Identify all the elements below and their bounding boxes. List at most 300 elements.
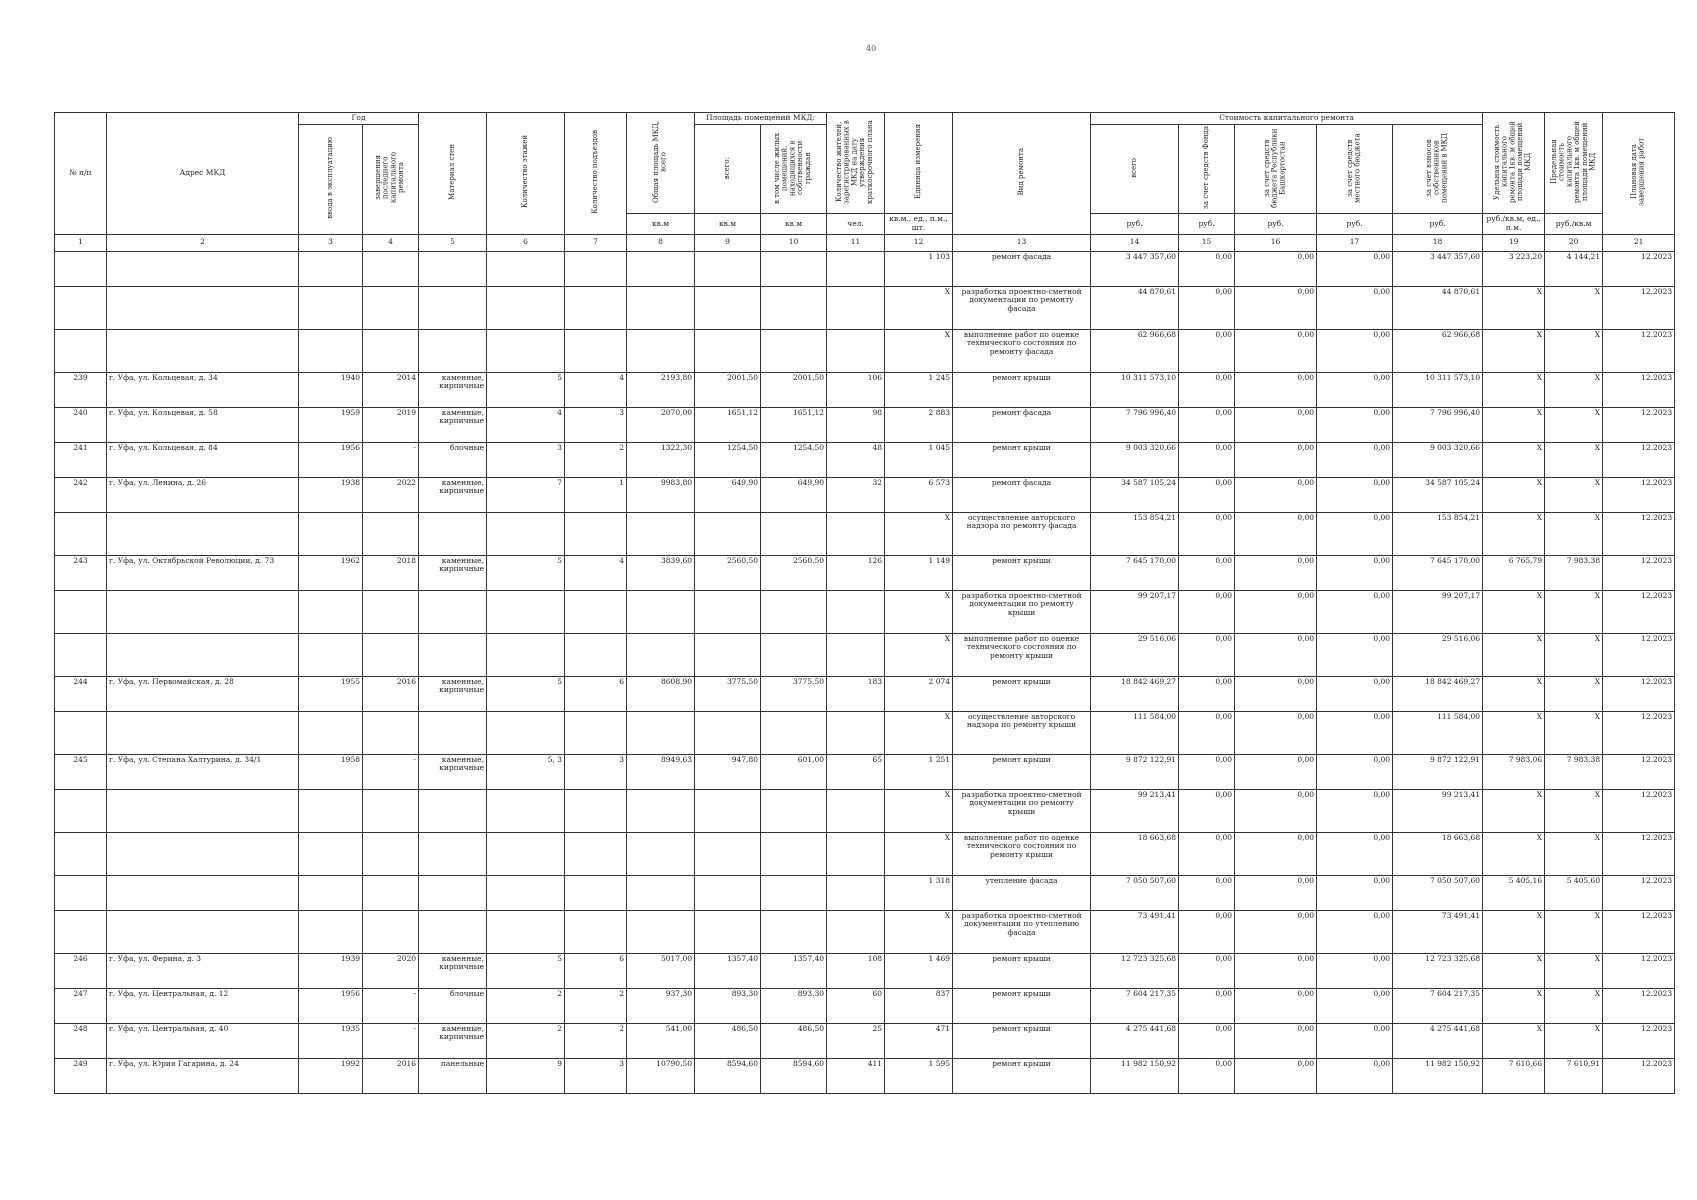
cell-quantity: X (885, 512, 953, 555)
cell-address (107, 711, 299, 754)
cell-max-cost: X (1545, 988, 1603, 1023)
repair-plan-table (54, 112, 1675, 1094)
header-cost-fund: за счет средств Фонда (1179, 124, 1235, 214)
header-max-cost: Предельная стоимость капитального ремонта 1кв. м общей площади помещений МКД (1545, 113, 1603, 214)
cell-cost-owners: 34 587 105,24 (1393, 477, 1483, 512)
cell-area-total: 2001,50 (695, 372, 761, 407)
header-total-area: Общая площадь МКД, всего (627, 113, 695, 214)
cell-unit-cost: 7 610,66 (1483, 1058, 1545, 1093)
cell-floors (487, 789, 565, 832)
cell-row-number: 245 (55, 754, 107, 789)
cell-cost-fund: 0,00 (1179, 1058, 1235, 1093)
cell-floors (487, 590, 565, 633)
cell-year-last-repair (363, 789, 419, 832)
cell-area-residential: 1651,12 (761, 407, 827, 442)
cell-entrances: 3 (565, 754, 627, 789)
cell-cost-fund: 0,00 (1179, 555, 1235, 590)
header-premises-group: Площадь помещений МКД: (695, 113, 827, 125)
cell-cost-republic: 0,00 (1235, 1023, 1317, 1058)
cell-quantity: 1 103 (885, 251, 953, 286)
cell-repair-type: ремонт крыши (953, 1023, 1091, 1058)
cell-total-area: 8608,90 (627, 676, 695, 711)
cell-entrances (565, 590, 627, 633)
cell-cost-owners: 99 213,41 (1393, 789, 1483, 832)
cell-area-residential: 601,00 (761, 754, 827, 789)
column-number: 2 (107, 234, 299, 251)
cell-cost-total: 44 870,61 (1091, 286, 1179, 329)
cell-cost-republic: 0,00 (1235, 407, 1317, 442)
cell-unit-cost: X (1483, 442, 1545, 477)
cell-floors (487, 633, 565, 676)
cell-cost-local: 0,00 (1317, 251, 1393, 286)
cell-floors (487, 251, 565, 286)
cell-entrances (565, 711, 627, 754)
cell-row-number: 242 (55, 477, 107, 512)
header-area-total: всего: (695, 124, 761, 214)
cell-cost-republic: 0,00 (1235, 251, 1317, 286)
cell-address (107, 251, 299, 286)
cell-repair-type: выполнение работ по оценке технического состояния по ремонту крыши (953, 633, 1091, 676)
cell-planned-date: 12.2023 (1603, 251, 1675, 286)
cell-area-total: 1357,40 (695, 953, 761, 988)
cell-max-cost: 7 610,91 (1545, 1058, 1603, 1093)
cell-year-last-repair (363, 633, 419, 676)
cell-cost-republic: 0,00 (1235, 676, 1317, 711)
cell-max-cost: X (1545, 477, 1603, 512)
cell-max-cost: 4 144,21 (1545, 251, 1603, 286)
cell-total-area (627, 832, 695, 875)
cell-cost-owners: 12 723 325,68 (1393, 953, 1483, 988)
cell-quantity: 1 045 (885, 442, 953, 477)
cell-wall-material (419, 590, 487, 633)
header-floors: Количество этажей (487, 113, 565, 235)
cell-year-commission: 1938 (299, 477, 363, 512)
cell-residents (827, 910, 885, 953)
cell-cost-local: 0,00 (1317, 372, 1393, 407)
cell-total-area (627, 286, 695, 329)
cell-wall-material: каменные, кирпичные (419, 1023, 487, 1058)
cell-max-cost: 7 983,38 (1545, 555, 1603, 590)
cell-unit-cost: X (1483, 477, 1545, 512)
cell-row-number (55, 251, 107, 286)
table-row (55, 251, 1675, 286)
cell-quantity: X (885, 789, 953, 832)
cell-cost-total: 29 516,06 (1091, 633, 1179, 676)
cell-cost-republic: 0,00 (1235, 1058, 1317, 1093)
cell-cost-total: 7 796 996,40 (1091, 407, 1179, 442)
cell-repair-type: ремонт крыши (953, 953, 1091, 988)
cell-total-area: 3839,60 (627, 555, 695, 590)
table-row (55, 711, 1675, 754)
cell-cost-local: 0,00 (1317, 754, 1393, 789)
cell-cost-owners: 7 645 170,00 (1393, 555, 1483, 590)
cell-year-last-repair: - (363, 1023, 419, 1058)
cell-year-commission (299, 789, 363, 832)
cell-wall-material (419, 832, 487, 875)
cell-address (107, 789, 299, 832)
cell-quantity: 1 245 (885, 372, 953, 407)
page-number: 40 (866, 44, 877, 53)
column-number: 9 (695, 234, 761, 251)
cell-cost-local: 0,00 (1317, 329, 1393, 372)
cell-row-number (55, 789, 107, 832)
cell-floors (487, 832, 565, 875)
cell-repair-type: ремонт фасада (953, 477, 1091, 512)
cell-planned-date: 12.2023 (1603, 875, 1675, 910)
cell-planned-date: 12.2023 (1603, 590, 1675, 633)
cell-row-number (55, 875, 107, 910)
cell-floors: 4 (487, 407, 565, 442)
cell-area-residential: 8594,60 (761, 1058, 827, 1093)
cell-cost-total: 9 003 320,66 (1091, 442, 1179, 477)
cell-residents: 108 (827, 953, 885, 988)
table-row (55, 555, 1675, 590)
cell-year-last-repair: 2019 (363, 407, 419, 442)
cell-max-cost: X (1545, 590, 1603, 633)
cell-total-area: 541,00 (627, 1023, 695, 1058)
cell-cost-total: 99 207,17 (1091, 590, 1179, 633)
table-row (55, 832, 1675, 875)
cell-planned-date: 12.2023 (1603, 512, 1675, 555)
cell-address: г. Уфа, ул. Ленина, д. 26 (107, 477, 299, 512)
cell-area-residential (761, 633, 827, 676)
header-cost-owners: за счет взносов собственников помещений в МКД (1393, 124, 1483, 214)
cell-total-area: 5017,00 (627, 953, 695, 988)
cell-cost-local: 0,00 (1317, 286, 1393, 329)
cell-cost-fund: 0,00 (1179, 754, 1235, 789)
cell-quantity: X (885, 832, 953, 875)
cell-repair-type: ремонт крыши (953, 372, 1091, 407)
cell-quantity: X (885, 286, 953, 329)
cell-entrances (565, 789, 627, 832)
cell-cost-local: 0,00 (1317, 953, 1393, 988)
cell-cost-owners: 62 966,68 (1393, 329, 1483, 372)
cell-quantity: X (885, 633, 953, 676)
cell-cost-fund: 0,00 (1179, 789, 1235, 832)
cell-residents: 32 (827, 477, 885, 512)
cell-address: г. Уфа, ул. Кольцевая, д. 34 (107, 372, 299, 407)
cell-unit-cost: X (1483, 1023, 1545, 1058)
cell-row-number: 248 (55, 1023, 107, 1058)
cell-row-number: 244 (55, 676, 107, 711)
cell-total-area (627, 329, 695, 372)
cell-residents (827, 512, 885, 555)
cell-area-residential: 486,50 (761, 1023, 827, 1058)
cell-quantity: X (885, 329, 953, 372)
column-number: 4 (363, 234, 419, 251)
cell-residents: 48 (827, 442, 885, 477)
cell-repair-type: ремонт крыши (953, 754, 1091, 789)
cell-residents: 106 (827, 372, 885, 407)
cell-area-total (695, 329, 761, 372)
cell-cost-owners: 7 796 996,40 (1393, 407, 1483, 442)
cell-wall-material: каменные, кирпичные (419, 676, 487, 711)
cell-cost-owners: 18 663,68 (1393, 832, 1483, 875)
cell-area-total (695, 286, 761, 329)
cell-unit-cost: X (1483, 286, 1545, 329)
cell-max-cost: 7 983,38 (1545, 754, 1603, 789)
cell-cost-owners: 7 604 217,35 (1393, 988, 1483, 1023)
cell-area-total (695, 875, 761, 910)
cell-year-commission: 1940 (299, 372, 363, 407)
cell-cost-owners: 7 050 507,60 (1393, 875, 1483, 910)
cell-unit-cost: X (1483, 329, 1545, 372)
cell-quantity: 6 573 (885, 477, 953, 512)
cell-cost-owners: 10 311 573,10 (1393, 372, 1483, 407)
cell-cost-fund: 0,00 (1179, 875, 1235, 910)
cell-total-area: 2070,00 (627, 407, 695, 442)
cell-planned-date: 12.2023 (1603, 988, 1675, 1023)
cell-cost-total: 62 966,68 (1091, 329, 1179, 372)
cell-entrances: 6 (565, 676, 627, 711)
cell-area-residential (761, 512, 827, 555)
cell-unit-cost: X (1483, 407, 1545, 442)
cell-unit-cost: X (1483, 512, 1545, 555)
cell-cost-fund: 0,00 (1179, 286, 1235, 329)
column-number: 14 (1091, 234, 1179, 251)
cell-area-residential (761, 251, 827, 286)
cell-cost-local: 0,00 (1317, 1058, 1393, 1093)
cell-unit-cost: X (1483, 910, 1545, 953)
column-number: 20 (1545, 234, 1603, 251)
cell-max-cost: X (1545, 442, 1603, 477)
cell-area-residential (761, 711, 827, 754)
cell-year-last-repair (363, 512, 419, 555)
cell-area-total (695, 251, 761, 286)
cell-floors: 5, 3 (487, 754, 565, 789)
cell-entrances: 2 (565, 442, 627, 477)
cell-row-number: 240 (55, 407, 107, 442)
cell-area-residential (761, 590, 827, 633)
cell-cost-owners: 9 003 320,66 (1393, 442, 1483, 477)
cell-year-commission (299, 590, 363, 633)
cell-cost-owners: 73 491,41 (1393, 910, 1483, 953)
cell-entrances: 3 (565, 407, 627, 442)
cell-cost-total: 18 663,68 (1091, 832, 1179, 875)
cell-address: г. Уфа, ул. Кольцевая, д. 58 (107, 407, 299, 442)
cell-year-last-repair (363, 910, 419, 953)
cell-entrances: 3 (565, 1058, 627, 1093)
cell-area-total: 947,80 (695, 754, 761, 789)
unit-9: кв.м (695, 214, 761, 234)
cell-year-last-repair: - (363, 754, 419, 789)
cell-cost-republic: 0,00 (1235, 512, 1317, 555)
cell-residents (827, 875, 885, 910)
cell-max-cost: X (1545, 512, 1603, 555)
header-cost-group: Стоимость капитального ремонта (1091, 113, 1483, 125)
cell-year-last-repair: - (363, 988, 419, 1023)
cell-area-total (695, 633, 761, 676)
cell-cost-fund: 0,00 (1179, 633, 1235, 676)
cell-repair-type: разработка проектно-сметной документации по ремонту фасада (953, 286, 1091, 329)
cell-quantity: 1 595 (885, 1058, 953, 1093)
cell-planned-date: 12.2023 (1603, 477, 1675, 512)
cell-entrances: 6 (565, 953, 627, 988)
cell-cost-owners: 29 516,06 (1393, 633, 1483, 676)
cell-repair-type: выполнение работ по оценке технического состояния по ремонту крыши (953, 832, 1091, 875)
cell-wall-material (419, 251, 487, 286)
cell-planned-date: 12.2023 (1603, 789, 1675, 832)
cell-floors (487, 910, 565, 953)
cell-unit-cost: X (1483, 633, 1545, 676)
cell-quantity: 2 883 (885, 407, 953, 442)
header-unit: Единица измерения (885, 113, 953, 214)
cell-area-total: 649,90 (695, 477, 761, 512)
cell-cost-owners: 3 447 357,60 (1393, 251, 1483, 286)
table-row (55, 910, 1675, 953)
cell-cost-owners: 4 275 441,68 (1393, 1023, 1483, 1058)
cell-cost-republic: 0,00 (1235, 910, 1317, 953)
cell-total-area: 2193,80 (627, 372, 695, 407)
cell-area-residential (761, 910, 827, 953)
cell-entrances (565, 910, 627, 953)
cell-entrances (565, 286, 627, 329)
cell-max-cost: X (1545, 329, 1603, 372)
cell-residents: 65 (827, 754, 885, 789)
cell-cost-total: 10 311 573,10 (1091, 372, 1179, 407)
cell-cost-total: 4 275 441,68 (1091, 1023, 1179, 1058)
cell-cost-fund: 0,00 (1179, 711, 1235, 754)
cell-repair-type: ремонт крыши (953, 1058, 1091, 1093)
table-row (55, 789, 1675, 832)
cell-quantity: 1 469 (885, 953, 953, 988)
header-cost-local: за счет средств местного бюджета (1317, 124, 1393, 214)
unit-15: руб. (1179, 214, 1235, 234)
column-number: 5 (419, 234, 487, 251)
cell-cost-owners: 111 584,00 (1393, 711, 1483, 754)
cell-total-area (627, 789, 695, 832)
cell-quantity: X (885, 711, 953, 754)
cell-cost-local: 0,00 (1317, 1023, 1393, 1058)
cell-cost-republic: 0,00 (1235, 286, 1317, 329)
cell-floors (487, 711, 565, 754)
cell-cost-local: 0,00 (1317, 590, 1393, 633)
cell-cost-local: 0,00 (1317, 442, 1393, 477)
cell-repair-type: разработка проектно-сметной документации по утеплению фасада (953, 910, 1091, 953)
cell-planned-date: 12.2023 (1603, 1058, 1675, 1093)
header-cost-republic: за счет средств бюджета Республики Башкортостан (1235, 124, 1317, 214)
cell-total-area (627, 512, 695, 555)
cell-year-last-repair (363, 251, 419, 286)
cell-address: г. Уфа, ул. Первомайская, д. 28 (107, 676, 299, 711)
cell-cost-total: 73 491,41 (1091, 910, 1179, 953)
cell-cost-total: 9 872 122,91 (1091, 754, 1179, 789)
cell-year-last-repair (363, 590, 419, 633)
cell-repair-type: выполнение работ по оценке технического состояния по ремонту фасада (953, 329, 1091, 372)
cell-row-number: 243 (55, 555, 107, 590)
cell-cost-republic: 0,00 (1235, 442, 1317, 477)
cell-area-residential: 2560,50 (761, 555, 827, 590)
cell-year-last-repair: 2014 (363, 372, 419, 407)
cell-wall-material (419, 286, 487, 329)
cell-year-last-repair: - (363, 442, 419, 477)
cell-year-last-repair: 2020 (363, 953, 419, 988)
cell-cost-local: 0,00 (1317, 789, 1393, 832)
cell-planned-date: 12.2023 (1603, 676, 1675, 711)
header-unit-cost: Удельная стоимость капитального ремонта 1кв. м общей площади помещений МКД (1483, 113, 1545, 214)
cell-quantity: 1 149 (885, 555, 953, 590)
cell-max-cost: X (1545, 910, 1603, 953)
cell-max-cost: X (1545, 372, 1603, 407)
cell-total-area: 937,30 (627, 988, 695, 1023)
cell-year-commission: 1939 (299, 953, 363, 988)
cell-year-commission: 1956 (299, 442, 363, 477)
cell-cost-local: 0,00 (1317, 407, 1393, 442)
cell-cost-fund: 0,00 (1179, 512, 1235, 555)
cell-year-commission: 1992 (299, 1058, 363, 1093)
cell-cost-fund: 0,00 (1179, 988, 1235, 1023)
cell-address: г. Уфа, ул. Кольцевая, д. 84 (107, 442, 299, 477)
cell-row-number (55, 590, 107, 633)
unit-17: руб. (1317, 214, 1393, 234)
cell-address (107, 633, 299, 676)
unit-20: руб./кв.м (1545, 214, 1603, 234)
column-number: 3 (299, 234, 363, 251)
cell-quantity: X (885, 910, 953, 953)
cell-year-last-repair: 2018 (363, 555, 419, 590)
table-row (55, 442, 1675, 477)
cell-floors (487, 875, 565, 910)
table-row (55, 633, 1675, 676)
cell-cost-fund: 0,00 (1179, 832, 1235, 875)
cell-row-number: 241 (55, 442, 107, 477)
cell-address (107, 875, 299, 910)
column-numbers-row (55, 234, 1675, 251)
cell-year-commission: 1958 (299, 754, 363, 789)
cell-planned-date: 12.2023 (1603, 754, 1675, 789)
cell-cost-local: 0,00 (1317, 875, 1393, 910)
cell-row-number: 247 (55, 988, 107, 1023)
cell-repair-type: ремонт крыши (953, 555, 1091, 590)
cell-cost-owners: 153 854,21 (1393, 512, 1483, 555)
cell-cost-republic: 0,00 (1235, 329, 1317, 372)
cell-wall-material: каменные, кирпичные (419, 407, 487, 442)
cell-max-cost: X (1545, 676, 1603, 711)
cell-entrances (565, 633, 627, 676)
cell-total-area: 9983,80 (627, 477, 695, 512)
cell-address (107, 832, 299, 875)
cell-residents (827, 286, 885, 329)
cell-area-total (695, 910, 761, 953)
cell-planned-date: 12.2023 (1603, 953, 1675, 988)
cell-quantity: 1 251 (885, 754, 953, 789)
cell-max-cost: X (1545, 633, 1603, 676)
cell-total-area (627, 875, 695, 910)
cell-area-residential: 3775,50 (761, 676, 827, 711)
cell-entrances: 2 (565, 1023, 627, 1058)
cell-row-number (55, 832, 107, 875)
cell-year-commission (299, 832, 363, 875)
cell-area-residential (761, 875, 827, 910)
cell-max-cost: 5 405,60 (1545, 875, 1603, 910)
cell-area-total: 2560,50 (695, 555, 761, 590)
cell-row-number (55, 910, 107, 953)
cell-cost-total: 18 842 469,27 (1091, 676, 1179, 711)
cell-year-commission (299, 711, 363, 754)
cell-residents (827, 711, 885, 754)
cell-max-cost: X (1545, 953, 1603, 988)
cell-cost-local: 0,00 (1317, 477, 1393, 512)
cell-cost-owners: 99 207,17 (1393, 590, 1483, 633)
cell-wall-material (419, 875, 487, 910)
cell-cost-republic: 0,00 (1235, 988, 1317, 1023)
cell-cost-local: 0,00 (1317, 910, 1393, 953)
cell-unit-cost: X (1483, 711, 1545, 754)
cell-area-total (695, 789, 761, 832)
unit-11: чел. (827, 214, 885, 234)
column-number: 11 (827, 234, 885, 251)
cell-cost-fund: 0,00 (1179, 329, 1235, 372)
